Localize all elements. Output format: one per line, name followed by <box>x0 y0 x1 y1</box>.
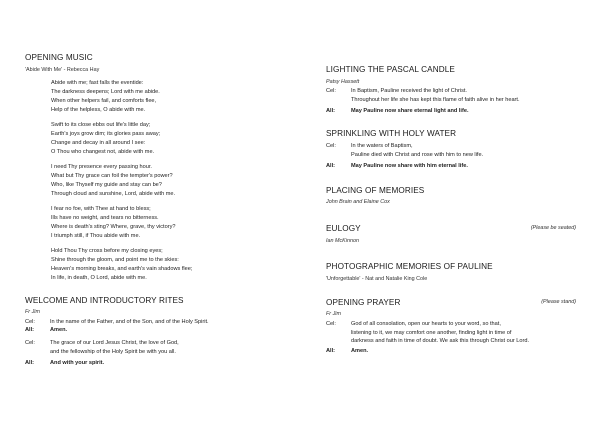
response-text: And with your spirit. <box>50 360 105 366</box>
response-text: May Pauline now share eternal light and life. <box>351 108 469 114</box>
response-text: May Pauline now share with him eternal life. <box>351 163 468 169</box>
response-text: and the fellowship of the Holy Spirit be with you all. <box>50 348 176 355</box>
verse-line: Change and decay in all around I see: <box>51 139 146 146</box>
verse-line: Who, like Thyself my guide and stay can be? <box>51 181 162 188</box>
verse-line: The darkness deepens; Lord with me abide. <box>51 88 160 95</box>
response-text: Amen. <box>351 348 369 354</box>
response-text: Pauline died with Christ and rose with him to new life. <box>351 151 484 158</box>
opening-music-title: OPENING MUSIC <box>25 53 93 62</box>
opening-prayer-celebrant: Fr Jim <box>326 311 341 317</box>
memories-title: PLACING OF MEMORIES <box>326 186 425 195</box>
response-text: In the name of the Father, and of the Son, and of the Holy Spirit. <box>50 319 209 325</box>
response-text: In Baptism, Pauline received the light of Christ. <box>351 88 467 94</box>
holy-water-title: SPRINKLING WITH HOLY WATER <box>326 129 457 138</box>
response-text: The grace of our Lord Jesus Christ, the love of God, <box>50 340 179 346</box>
opening-music-subtitle: 'Abide With Me' - Rebecca Hay <box>25 67 100 73</box>
response-text: God of all consolation, open our hearts to your word, so that, <box>351 321 501 327</box>
photo-memories-subtitle: 'Unforgettable' - Nat and Natalie King Cole <box>326 276 428 282</box>
response-text: Throughout her life she has kept this flame of faith alive in her heart. <box>351 96 520 103</box>
role-label: All: <box>326 163 336 169</box>
opening-prayer-instruction: (Please stand) <box>541 299 576 305</box>
role-label: Cel: <box>326 321 336 327</box>
role-label: All: <box>25 327 35 333</box>
welcome-title: WELCOME AND INTRODUCTORY RITES <box>25 296 184 305</box>
verse-line: Help of the helpless, O abide with me. <box>51 106 146 113</box>
verse-line: I need Thy presence every passing hour. <box>51 164 152 170</box>
verse-line: Abide with me; fast falls the eventide: <box>51 80 144 86</box>
eulogy-speaker: Ian McKinnon <box>326 238 359 244</box>
welcome-celebrant: Fr Jim <box>25 309 40 315</box>
candle-title: LIGHTING THE PASCAL CANDLE <box>326 65 455 74</box>
hymn-verse-2 <box>51 121 160 157</box>
verse-line: I fear no foe, with Thee at hand to bless; <box>51 206 151 212</box>
verse-line: I triumph still, if Thou abide with me. <box>51 232 141 239</box>
verse-line: Where is death's sting? Where, grave, thy victory? <box>51 223 176 230</box>
response-text: In the waters of Baptism, <box>351 143 413 149</box>
verse-line: Earth's joys grow dim; its glories pass away; <box>51 130 161 137</box>
response-text: darkness and faith in time of doubt. We ask this through Christ our Lord. <box>351 338 530 345</box>
response-text: Amen. <box>50 327 68 333</box>
photo-memories-title: PHOTOGRAPHIC MEMORIES OF PAULINE <box>326 262 493 271</box>
verse-line: O Thou who changest not, abide with me. <box>51 148 155 155</box>
role-label: All: <box>326 348 336 354</box>
candle-subtitle: Patsy Hassett <box>326 79 360 85</box>
memories-subtitle: John Brain and Elaine Cox <box>326 199 390 205</box>
verse-line: Swift to its close ebbs out life's little day; <box>51 122 151 128</box>
verse-line: What but Thy grace can foil the tempter's power? <box>51 172 173 179</box>
hymn-verse-4 <box>51 205 176 241</box>
verse-line: In life, in death, O Lord, abide with me. <box>51 274 147 281</box>
hymn-verse-5 <box>51 247 192 283</box>
verse-line: Through cloud and sunshine, Lord, abide with me. <box>51 190 176 197</box>
role-label: Cel: <box>326 88 336 94</box>
verse-line: Heaven's morning breaks, and earth's vain shadows flee; <box>51 265 193 272</box>
response-text: listening to it, we may comfort one another, finding light in time of <box>351 329 512 336</box>
role-label: All: <box>326 108 336 114</box>
eulogy-instruction: (Please be seated) <box>530 225 576 231</box>
opening-prayer-title: OPENING PRAYER <box>326 298 401 307</box>
verse-line: Shine through the gloom, and point me to the skies: <box>51 256 179 263</box>
verse-line: Ills have no weight, and tears no bitterness. <box>51 214 159 221</box>
hymn-verse-3 <box>51 163 175 199</box>
verse-line: When other helpers fail, and comforts flee, <box>51 97 157 104</box>
role-label: All: <box>25 360 35 366</box>
role-label: Cel: <box>326 143 336 149</box>
role-label: Cel: <box>25 340 35 346</box>
verse-line: Hold Thou Thy cross before my closing eyes; <box>51 248 163 254</box>
role-label: Cel: <box>25 319 35 325</box>
hymn-verse-1 <box>51 79 160 115</box>
eulogy-title: EULOGY <box>326 224 361 233</box>
